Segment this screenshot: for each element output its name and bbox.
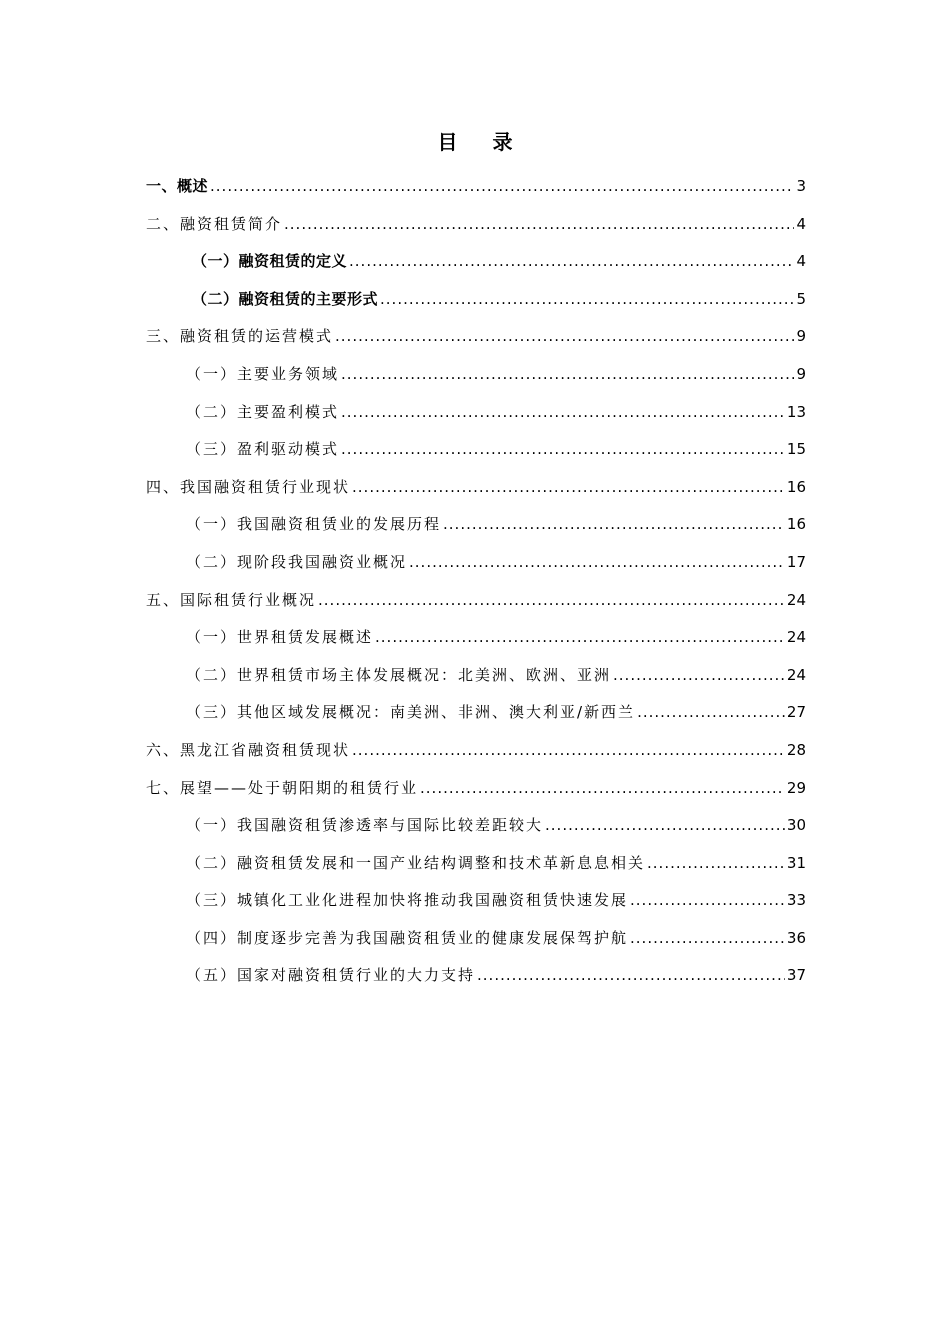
- toc-page-number: 17: [786, 552, 806, 571]
- toc-page-number: 4: [796, 214, 806, 233]
- toc-leader-dots: [375, 619, 785, 657]
- toc-page-number: 24: [786, 665, 806, 684]
- toc-entry-label: （二）融资租赁发展和一国产业结构调整和技术革新息息相关: [186, 853, 646, 872]
- toc-entry[interactable]: [146, 694, 806, 732]
- toc-entry[interactable]: [146, 431, 806, 469]
- toc-entry[interactable]: [146, 168, 806, 206]
- toc-leader-dots: [637, 694, 785, 732]
- toc-page-number: 31: [786, 853, 806, 872]
- toc-entry[interactable]: [146, 657, 806, 695]
- toc-page-number: 29: [786, 778, 806, 797]
- toc-page-number: 37: [786, 966, 806, 985]
- toc-leader-dots: [352, 732, 785, 770]
- toc-leader-dots: [630, 920, 785, 958]
- toc-entry-label: （一）融资租赁的定义: [192, 252, 348, 271]
- toc-entry[interactable]: [146, 544, 806, 582]
- toc-page-number: 3: [796, 177, 806, 195]
- toc-page-number: 15: [786, 440, 806, 459]
- toc-entry[interactable]: [146, 807, 806, 845]
- toc-entry-label: 三、融资租赁的运营模式: [146, 327, 334, 346]
- toc-page-number: 30: [786, 816, 806, 835]
- toc-entry[interactable]: [146, 206, 806, 244]
- toc-leader-dots: [341, 431, 785, 469]
- toc-leader-dots: [545, 807, 785, 845]
- toc-page-number: 13: [786, 402, 806, 421]
- toc-list: [146, 168, 806, 995]
- toc-page-number: 16: [786, 515, 806, 534]
- toc-leader-dots: [477, 957, 785, 995]
- toc-title: 目 录: [437, 130, 527, 154]
- toc-entry[interactable]: [146, 318, 806, 356]
- toc-entry-label: 四、我国融资租赁行业现状: [146, 477, 351, 496]
- toc-entry-label: 一、概述: [146, 177, 209, 195]
- toc-entry[interactable]: [146, 469, 806, 507]
- toc-leader-dots: [380, 281, 794, 319]
- toc-page-number: 4: [796, 252, 806, 271]
- toc-leader-dots: [210, 168, 794, 206]
- toc-entry-label: （三）城镇化工业化进程加快将推动我国融资租赁快速发展: [186, 891, 629, 910]
- toc-entry[interactable]: [146, 394, 806, 432]
- toc-page-number: 9: [796, 327, 806, 346]
- toc-leader-dots: [630, 882, 785, 920]
- toc-entry-label: 六、黑龙江省融资租赁现状: [146, 740, 351, 759]
- toc-entry-label: （一）我国融资租赁渗透率与国际比较差距较大: [186, 816, 544, 835]
- toc-entry[interactable]: [146, 957, 806, 995]
- toc-entry[interactable]: [146, 582, 806, 620]
- toc-leader-dots: [335, 318, 794, 356]
- toc-page-number: 36: [786, 928, 806, 947]
- toc-leader-dots: [352, 469, 785, 507]
- toc-entry-label: （二）世界租赁市场主体发展概况：北美洲、欧洲、亚洲: [186, 665, 612, 684]
- toc-entry-label: （一）我国融资租赁业的发展历程: [186, 515, 442, 534]
- toc-entry-label: （四）制度逐步完善为我国融资租赁业的健康发展保驾护航: [186, 928, 629, 947]
- toc-page-number: 28: [786, 740, 806, 759]
- toc-entry[interactable]: [146, 619, 806, 657]
- toc-entry[interactable]: [146, 845, 806, 883]
- toc-entry-label: （三）盈利驱动模式: [186, 440, 340, 459]
- toc-entry-label: 二、融资租赁简介: [146, 214, 283, 233]
- toc-leader-dots: [341, 356, 794, 394]
- toc-entry-label: （三）其他区域发展概况：南美洲、非洲、澳大利亚/新西兰: [186, 703, 636, 722]
- toc-leader-dots: [420, 770, 785, 808]
- toc-entry[interactable]: [146, 770, 806, 808]
- toc-entry-label: （二）主要盈利模式: [186, 402, 340, 421]
- toc-entry[interactable]: [146, 243, 806, 281]
- toc-entry-label: （一）主要业务领域: [186, 364, 340, 383]
- toc-entry-label: （五）国家对融资租赁行业的大力支持: [186, 966, 476, 985]
- toc-page-number: 16: [786, 477, 806, 496]
- toc-entry[interactable]: [146, 281, 806, 319]
- toc-entry[interactable]: [146, 882, 806, 920]
- toc-leader-dots: [443, 506, 785, 544]
- toc-entry-label: （二）现阶段我国融资业概况: [186, 552, 408, 571]
- toc-page-number: 24: [786, 590, 806, 609]
- toc-entry-label: （二）融资租赁的主要形式: [192, 289, 379, 308]
- toc-page-number: 5: [796, 289, 806, 308]
- toc-leader-dots: [318, 582, 785, 620]
- toc-entry[interactable]: [146, 506, 806, 544]
- toc-entry-label: 七、展望——处于朝阳期的租赁行业: [146, 778, 419, 797]
- toc-leader-dots: [349, 243, 794, 281]
- toc-page-number: 9: [796, 364, 806, 383]
- toc-leader-dots: [409, 544, 785, 582]
- toc-entry[interactable]: [146, 732, 806, 770]
- toc-leader-dots: [341, 394, 785, 432]
- toc-entry-label: 五、国际租赁行业概况: [146, 590, 317, 609]
- toc-entry-label: （一）世界租赁发展概述: [186, 628, 374, 647]
- toc-leader-dots: [284, 206, 794, 244]
- toc-page-number: 24: [786, 628, 806, 647]
- toc-entry[interactable]: [146, 356, 806, 394]
- toc-leader-dots: [613, 657, 785, 695]
- toc-entry[interactable]: [146, 920, 806, 958]
- toc-page-number: 33: [786, 891, 806, 910]
- toc-page-number: 27: [786, 703, 806, 722]
- toc-leader-dots: [647, 845, 785, 883]
